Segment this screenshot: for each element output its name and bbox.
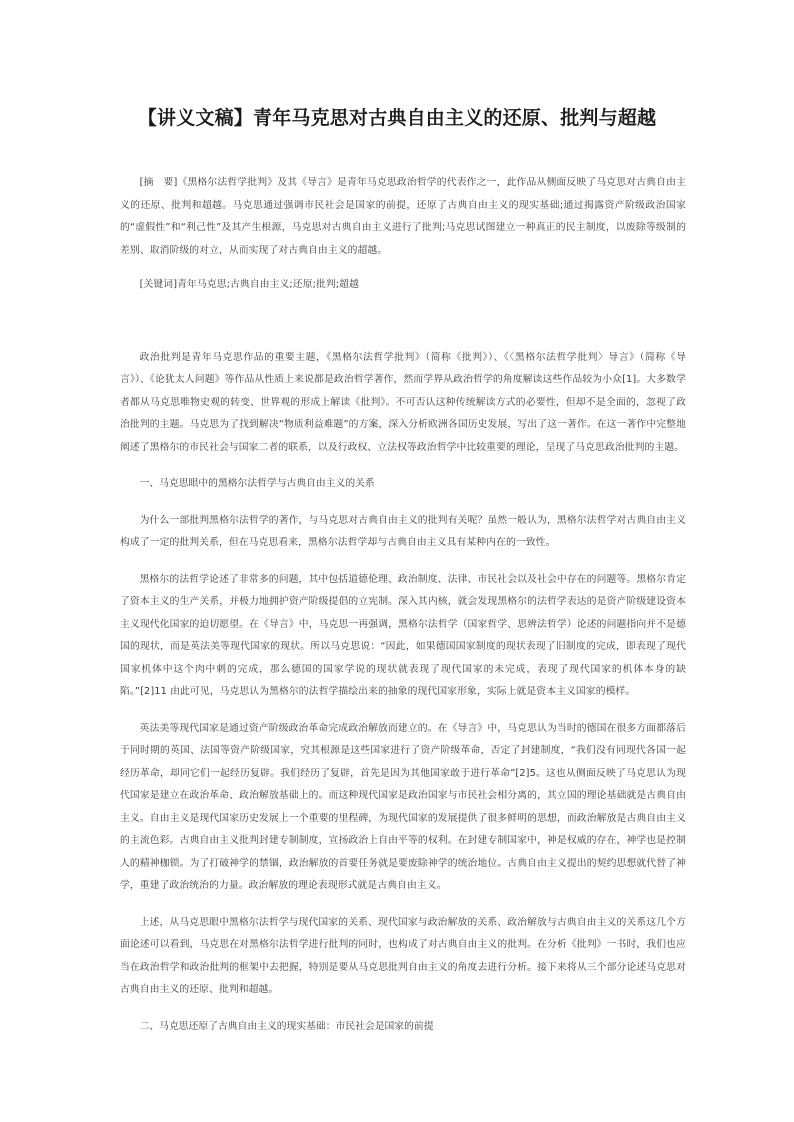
- section-heading-1: 一、马克思眼中的黑格尔法哲学与古典自由主义的关系: [139, 478, 375, 489]
- abstract-paragraph: [摘 要]《黑格尔法哲学批判》及其《导言》是青年马克思政治哲学的代表作之一，此作品从侧面反映了马克思对古典自由主义的还原、批判和超越。马克思通过强调市民社会是国家的前提，还原了古典自由主义的现实基础;通过揭露资产阶级政治国家的“虚假性”和“利己性”及其产生根源，马克思对古典自由主义进行了批判;马克思试图建立一种真正的民主制度，以废除等级制的差别、取消阶级的对立，从而实现了对古典自由主义的超越。: [120, 177, 686, 256]
- document-body: [120, 172, 686, 1052]
- body-paragraph: 英法美等现代国家是通过资产阶级政治革命完成政治解放而建立的。在《导言》中，马克思认为当时的德国在很多方面都落后于同时期的英国、法国等资产阶级国家，究其根源是这些国家进行了资产阶级革命，否定了封建制度，“我们没有同现代各国一起经历革命，却同它们一起经历复辟。我们经历了复辟，首先是因为其他国家敢于进行革命”[2]5。这也从侧面反映了马克思认为现代国家是建立在政治革命、政治解放基础上的。而这种现代国家是政治国家与市民社会相分离的，其立国的理论基础就是古典自由主义。自由主义是现代国家历史发展上一个重要的里程碑，为现代国家的发展提供了很多鲜明的思想，而政治解放是古典自由主义的主流色彩。古典自由主义批判封建专制制度，宣扬政治上自由平等的权利。在封建专制国家中，神是权威的存在，神学也是控制人的精神枷锁。为了打破神学的禁锢，政治解放的首要任务就是要废除神学的统治地位。古典自由主义提出的契约思想就代替了神学，重建了政治统治的力量。政治解放的理论表现形式就是古典自由主义。: [120, 722, 686, 891]
- keywords-paragraph: [关键词]青年马克思;古典自由主义;还原;批判;超越: [139, 279, 359, 290]
- body-paragraph: 黑格尔的法哲学论述了非常多的问题，其中包括道德伦理、政治制度、法律、市民社会以及社会中存在的问题等。黑格尔肯定了资本主义的生产关系，并极力地拥护资产阶级提倡的立宪制。深入其内核，就会发现黑格尔的法哲学表达的是资产阶级建设资本主义现代化国家的迫切愿望。在《导言》中，马克思一再强调，黑格尔法哲学（国家哲学、思辨法哲学）论述的问题指向并不是德国的现状，而是英法美等现代国家的现状。所以马克思说：“因此，如果德国国家制度的现状表现了旧制度的完成，即表现了现代国家机体中这个肉中刺的完成，那么德国的国家学说的现状就表现了现代国家的未完成，表现了现代国家的机体本身的缺陷。”[2]11 由此可见，马克思认为黑格尔的法哲学描绘出来的抽象的现代国家形象，实际上就是资本主义国家的模样。: [120, 573, 686, 697]
- document-title: 【讲义文稿】青年马克思对古典自由主义的还原、批判与超越: [137, 107, 657, 129]
- body-paragraph: 上述，从马克思眼中黑格尔法哲学与现代国家的关系、现代国家与政治解放的关系、政治解放与古典自由主义的关系这几个方面论述可以看到，马克思在对黑格尔法哲学进行批判的同时，也构成了对古典自由主义的批判。在分析《批判》一书时，我们也应当在政治哲学和政治批判的框架中去把握，特别是要从马克思批判自由主义的角度去进行分析。接下来将从三个部分论述马克思对古典自由主义的还原、批判和超越。: [120, 916, 686, 995]
- section-heading-2: 二、马克思还原了古典自由主义的现实基础：市民社会是国家的前提: [139, 1020, 434, 1032]
- body-paragraph: 为什么一部批判黑格尔法哲学的著作，与马克思对古典自由主义的批判有关呢？虽然一般认为，黑格尔法哲学对古典自由主义构成了一定的批判关系，但在马克思看来，黑格尔法哲学却与古典自由主义具有某种内在的一致性。: [120, 514, 686, 548]
- intro-paragraph: 政治批判是青年马克思作品的重要主题，《黑格尔法哲学批判》（简称《批判》）、《〈黑格尔法哲学批判〉导言》（简称《导言》）、《论犹太人问题》等作品从性质上来说都是政治哲学著作，然而学界从政治哲学的角度解读这些作品较为小众[1]。大多数学者都从马克思唯物史观的转变、世界观的形成上解读《批判》。不可否认这种传统解读方式的必要性，但却不是全面的，忽视了政治批判的主题。马克思为了找到解决“物质利益难题”的方案，深入分析欧洲各国历史发展，写出了这一著作。在这一著作中完整地阐述了黑格尔的市民社会与国家二者的联系，以及行政权、立法权等政治哲学中比较重要的理论，呈现了马克思政治批判的主题。: [120, 351, 686, 453]
